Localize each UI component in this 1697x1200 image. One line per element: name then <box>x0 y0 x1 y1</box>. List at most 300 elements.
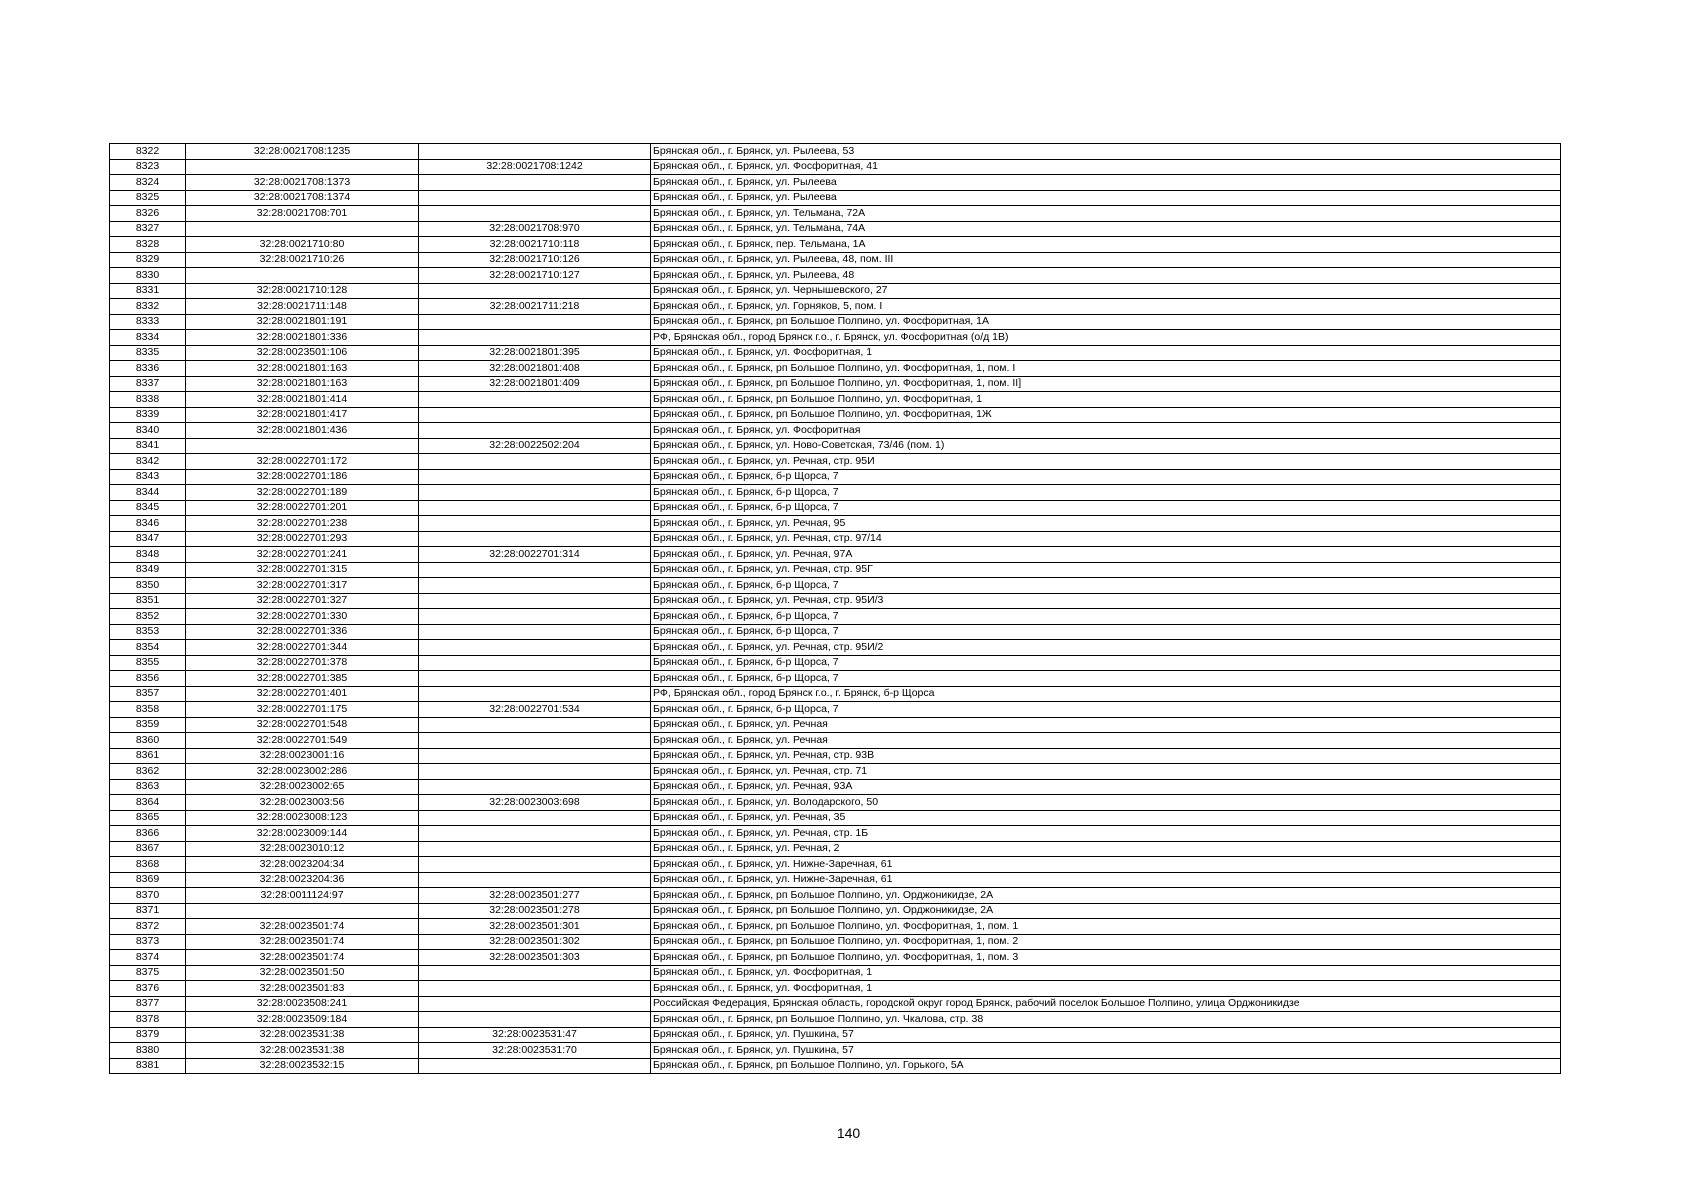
parent-cadastral-number-cell <box>419 516 651 532</box>
row-number-cell: 8360 <box>110 733 186 749</box>
parent-cadastral-number-cell <box>419 500 651 516</box>
address-cell: Брянская обл., г. Брянск, ул. Речная, 97А <box>651 547 1561 563</box>
parent-cadastral-number-cell <box>419 981 651 997</box>
row-number-cell: 8375 <box>110 965 186 981</box>
parent-cadastral-number-cell <box>419 779 651 795</box>
parent-cadastral-number-cell <box>419 671 651 687</box>
cadastral-number-cell: 32:28:0023509:184 <box>186 1012 419 1028</box>
parent-cadastral-number-cell <box>419 330 651 346</box>
parent-cadastral-number-cell <box>419 733 651 749</box>
address-cell: Брянская обл., г. Брянск, рп Большое Полпино, ул. Фосфоритная, 1, пом. 2 <box>651 934 1561 950</box>
parent-cadastral-number-cell <box>419 640 651 656</box>
table-row <box>110 376 1561 392</box>
row-number-cell: 8355 <box>110 655 186 671</box>
cadastral-number-cell: 32:28:0021801:191 <box>186 314 419 330</box>
page-number: 140 <box>836 1125 861 1141</box>
table-row <box>110 686 1561 702</box>
row-number-cell: 8366 <box>110 826 186 842</box>
cadastral-number-cell: 32:28:0022701:401 <box>186 686 419 702</box>
address-cell: РФ, Брянская обл., город Брянск г.о., г. Брянск, б-р Щорса <box>651 686 1561 702</box>
address-cell: Брянская обл., г. Брянск, ул. Речная, стр. 93В <box>651 748 1561 764</box>
address-cell: Брянская обл., г. Брянск, ул. Фосфоритная, 1 <box>651 965 1561 981</box>
address-cell: Брянская обл., г. Брянск, б-р Щорса, 7 <box>651 671 1561 687</box>
row-number-cell: 8348 <box>110 547 186 563</box>
table-row <box>110 547 1561 563</box>
address-cell: Брянская обл., г. Брянск, рп Большое Полпино, ул. Фосфоритная, 1, пом. II] <box>651 376 1561 392</box>
cadastral-number-cell <box>186 438 419 454</box>
cadastral-number-cell: 32:28:0023002:65 <box>186 779 419 795</box>
table-row <box>110 454 1561 470</box>
row-number-cell: 8354 <box>110 640 186 656</box>
row-number-cell: 8331 <box>110 283 186 299</box>
table-row <box>110 671 1561 687</box>
row-number-cell: 8378 <box>110 1012 186 1028</box>
cadastral-number-cell: 32:28:0022701:317 <box>186 578 419 594</box>
table-row <box>110 717 1561 733</box>
address-cell: Брянская обл., г. Брянск, ул. Горняков, 5, пом. I <box>651 299 1561 315</box>
cadastral-number-cell: 32:28:0022701:241 <box>186 547 419 563</box>
address-cell: Брянская обл., г. Брянск, ул. Речная, стр. 95И/2 <box>651 640 1561 656</box>
address-cell: Брянская обл., г. Брянск, ул. Тельмана, 74А <box>651 221 1561 237</box>
row-number-cell: 8344 <box>110 485 186 501</box>
address-cell: Брянская обл., г. Брянск, ул. Ново-Советская, 73/46 (пом. 1) <box>651 438 1561 454</box>
table-row <box>110 237 1561 253</box>
parent-cadastral-number-cell: 32:28:0023003:698 <box>419 795 651 811</box>
parent-cadastral-number-cell: 32:28:0021708:970 <box>419 221 651 237</box>
address-cell: Брянская обл., г. Брянск, ул. Нижне-Заречная, 61 <box>651 872 1561 888</box>
address-cell: Брянская обл., г. Брянск, ул. Фосфоритная, 41 <box>651 159 1561 175</box>
table-row <box>110 888 1561 904</box>
table-row <box>110 485 1561 501</box>
table-row <box>110 810 1561 826</box>
row-number-cell: 8368 <box>110 857 186 873</box>
parent-cadastral-number-cell <box>419 826 651 842</box>
address-cell: Брянская обл., г. Брянск, ул. Фосфоритная, 1 <box>651 981 1561 997</box>
table-row <box>110 733 1561 749</box>
parent-cadastral-number-cell <box>419 175 651 191</box>
row-number-cell: 8372 <box>110 919 186 935</box>
cadastral-number-cell: 32:28:0022701:330 <box>186 609 419 625</box>
row-number-cell: 8356 <box>110 671 186 687</box>
cadastral-number-cell: 32:28:0022701:385 <box>186 671 419 687</box>
address-cell: Брянская обл., г. Брянск, ул. Тельмана, 72А <box>651 206 1561 222</box>
address-cell: Брянская обл., г. Брянск, ул. Речная <box>651 733 1561 749</box>
table-row <box>110 500 1561 516</box>
parent-cadastral-number-cell <box>419 485 651 501</box>
row-number-cell: 8326 <box>110 206 186 222</box>
cadastral-number-cell: 32:28:0021710:26 <box>186 252 419 268</box>
address-cell: Брянская обл., г. Брянск, ул. Нижне-Заречная, 61 <box>651 857 1561 873</box>
address-cell: Брянская обл., г. Брянск, б-р Щорса, 7 <box>651 500 1561 516</box>
cadastral-number-cell: 32:28:0023501:106 <box>186 345 419 361</box>
row-number-cell: 8353 <box>110 624 186 640</box>
table-row <box>110 283 1561 299</box>
table-row <box>110 640 1561 656</box>
row-number-cell: 8335 <box>110 345 186 361</box>
table-row <box>110 144 1561 160</box>
address-cell: Брянская обл., г. Брянск, рп Большое Полпино, ул. Горького, 5А <box>651 1058 1561 1074</box>
row-number-cell: 8324 <box>110 175 186 191</box>
address-cell: Брянская обл., г. Брянск, ул. Речная, 35 <box>651 810 1561 826</box>
address-cell: Брянская обл., г. Брянск, рп Большое Полпино, ул. Фосфоритная, 1, пом. 1 <box>651 919 1561 935</box>
parent-cadastral-number-cell: 32:28:0023531:47 <box>419 1027 651 1043</box>
cadastral-number-cell: 32:28:0022701:344 <box>186 640 419 656</box>
table-row <box>110 764 1561 780</box>
address-cell: Брянская обл., г. Брянск, ул. Рылеева, 48 <box>651 268 1561 284</box>
row-number-cell: 8380 <box>110 1043 186 1059</box>
row-number-cell: 8334 <box>110 330 186 346</box>
cadastral-number-cell: 32:28:0021801:336 <box>186 330 419 346</box>
address-cell: Брянская обл., г. Брянск, ул. Пушкина, 57 <box>651 1027 1561 1043</box>
address-cell: Брянская обл., г. Брянск, б-р Щорса, 7 <box>651 655 1561 671</box>
row-number-cell: 8352 <box>110 609 186 625</box>
table-row <box>110 903 1561 919</box>
row-number-cell: 8359 <box>110 717 186 733</box>
row-number-cell: 8343 <box>110 469 186 485</box>
address-cell: Брянская обл., г. Брянск, пер. Тельмана, 1А <box>651 237 1561 253</box>
address-cell: Брянская обл., г. Брянск, ул. Речная, стр. 95Г <box>651 562 1561 578</box>
cadastral-number-cell: 32:28:0023010:12 <box>186 841 419 857</box>
row-number-cell: 8325 <box>110 190 186 206</box>
table-row <box>110 1058 1561 1074</box>
table-row <box>110 206 1561 222</box>
parent-cadastral-number-cell <box>419 531 651 547</box>
cadastral-number-cell: 32:28:0021801:163 <box>186 361 419 377</box>
parent-cadastral-number-cell: 32:28:0021710:127 <box>419 268 651 284</box>
cadastral-number-cell: 32:28:0022701:378 <box>186 655 419 671</box>
cadastral-number-cell: 32:28:0023204:36 <box>186 872 419 888</box>
table-row <box>110 407 1561 423</box>
row-number-cell: 8364 <box>110 795 186 811</box>
address-cell: Брянская обл., г. Брянск, рп Большое Полпино, ул. Чкалова, стр. 38 <box>651 1012 1561 1028</box>
row-number-cell: 8371 <box>110 903 186 919</box>
cadastral-number-cell: 32:28:0023002:286 <box>186 764 419 780</box>
parent-cadastral-number-cell <box>419 578 651 594</box>
address-cell: РФ, Брянская обл., город Брянск г.о., г. Брянск, ул. Фосфоритная (о/д 1В) <box>651 330 1561 346</box>
table-row <box>110 299 1561 315</box>
table-row <box>110 609 1561 625</box>
parent-cadastral-number-cell <box>419 407 651 423</box>
row-number-cell: 8362 <box>110 764 186 780</box>
parent-cadastral-number-cell <box>419 810 651 826</box>
address-cell: Брянская обл., г. Брянск, б-р Щорса, 7 <box>651 624 1561 640</box>
address-cell: Брянская обл., г. Брянск, ул. Речная, стр. 1Б <box>651 826 1561 842</box>
parent-cadastral-number-cell <box>419 764 651 780</box>
cadastral-number-cell: 32:28:0022701:548 <box>186 717 419 733</box>
cadastral-number-cell: 32:28:0023532:15 <box>186 1058 419 1074</box>
table-row <box>110 252 1561 268</box>
address-cell: Брянская обл., г. Брянск, ул. Речная, стр. 95И/3 <box>651 593 1561 609</box>
cadastral-number-cell: 32:28:0021708:1235 <box>186 144 419 160</box>
row-number-cell: 8341 <box>110 438 186 454</box>
cadastral-number-cell: 32:28:0023508:241 <box>186 996 419 1012</box>
cadastral-number-cell: 32:28:0021708:1373 <box>186 175 419 191</box>
address-cell: Брянская обл., г. Брянск, ул. Рылеева <box>651 190 1561 206</box>
parent-cadastral-number-cell <box>419 1012 651 1028</box>
row-number-cell: 8373 <box>110 934 186 950</box>
address-cell: Брянская обл., г. Брянск, б-р Щорса, 7 <box>651 485 1561 501</box>
table-row <box>110 190 1561 206</box>
parent-cadastral-number-cell <box>419 857 651 873</box>
address-cell: Брянская обл., г. Брянск, ул. Речная <box>651 717 1561 733</box>
address-cell: Брянская обл., г. Брянск, рп Большое Полпино, ул. Орджоникидзе, 2А <box>651 903 1561 919</box>
parent-cadastral-number-cell: 32:28:0023501:301 <box>419 919 651 935</box>
address-cell: Брянская обл., г. Брянск, б-р Щорса, 7 <box>651 578 1561 594</box>
parent-cadastral-number-cell: 32:28:0021710:126 <box>419 252 651 268</box>
table-row <box>110 175 1561 191</box>
cadastral-number-cell: 32:28:0023003:56 <box>186 795 419 811</box>
table-row <box>110 361 1561 377</box>
parent-cadastral-number-cell: 32:28:0021708:1242 <box>419 159 651 175</box>
cadastral-number-cell: 32:28:0022701:336 <box>186 624 419 640</box>
parent-cadastral-number-cell: 32:28:0021710:118 <box>419 237 651 253</box>
table-row <box>110 795 1561 811</box>
table-row <box>110 950 1561 966</box>
parent-cadastral-number-cell <box>419 469 651 485</box>
parent-cadastral-number-cell <box>419 748 651 764</box>
table-row <box>110 996 1561 1012</box>
table-row <box>110 392 1561 408</box>
row-number-cell: 8369 <box>110 872 186 888</box>
row-number-cell: 8350 <box>110 578 186 594</box>
address-cell: Брянская обл., г. Брянск, ул. Володарского, 50 <box>651 795 1561 811</box>
parent-cadastral-number-cell <box>419 872 651 888</box>
parent-cadastral-number-cell <box>419 624 651 640</box>
parent-cadastral-number-cell: 32:28:0021711:218 <box>419 299 651 315</box>
address-cell: Брянская обл., г. Брянск, рп Большое Полпино, ул. Орджоникидзе, 2А <box>651 888 1561 904</box>
cadastral-number-cell: 32:28:0022701:186 <box>186 469 419 485</box>
cadastral-number-cell: 32:28:0022701:238 <box>186 516 419 532</box>
table-row <box>110 438 1561 454</box>
cadastral-number-cell: 32:28:0023001:16 <box>186 748 419 764</box>
address-cell: Брянская обл., г. Брянск, ул. Рылеева, 53 <box>651 144 1561 160</box>
address-cell: Брянская обл., г. Брянск, ул. Речная, 95 <box>651 516 1561 532</box>
row-number-cell: 8347 <box>110 531 186 547</box>
parent-cadastral-number-cell: 32:28:0021801:395 <box>419 345 651 361</box>
row-number-cell: 8345 <box>110 500 186 516</box>
parent-cadastral-number-cell <box>419 996 651 1012</box>
cadastral-number-cell: 32:28:0022701:201 <box>186 500 419 516</box>
address-cell: Брянская обл., г. Брянск, ул. Речная, стр. 71 <box>651 764 1561 780</box>
parent-cadastral-number-cell <box>419 314 651 330</box>
table-row <box>110 221 1561 237</box>
parent-cadastral-number-cell: 32:28:0023531:70 <box>419 1043 651 1059</box>
address-cell: Брянская обл., г. Брянск, ул. Речная, 93А <box>651 779 1561 795</box>
cadastral-number-cell: 32:28:0023204:34 <box>186 857 419 873</box>
row-number-cell: 8338 <box>110 392 186 408</box>
table-row <box>110 469 1561 485</box>
row-number-cell: 8365 <box>110 810 186 826</box>
cadastral-number-cell <box>186 268 419 284</box>
parent-cadastral-number-cell <box>419 1058 651 1074</box>
table-row <box>110 562 1561 578</box>
table-row <box>110 268 1561 284</box>
cadastral-number-cell: 32:28:0021801:163 <box>186 376 419 392</box>
row-number-cell: 8342 <box>110 454 186 470</box>
row-number-cell: 8376 <box>110 981 186 997</box>
cadastral-number-cell: 32:28:0022701:549 <box>186 733 419 749</box>
table-row <box>110 330 1561 346</box>
cadastral-number-cell: 32:28:0021710:128 <box>186 283 419 299</box>
table-row <box>110 872 1561 888</box>
parent-cadastral-number-cell <box>419 423 651 439</box>
cadastral-number-cell: 32:28:0022701:315 <box>186 562 419 578</box>
parent-cadastral-number-cell <box>419 190 651 206</box>
cadastral-number-cell: 32:28:0021801:436 <box>186 423 419 439</box>
cadastral-number-cell: 32:28:0023009:144 <box>186 826 419 842</box>
row-number-cell: 8351 <box>110 593 186 609</box>
table-row <box>110 841 1561 857</box>
cadastral-number-cell: 32:28:0021708:1374 <box>186 190 419 206</box>
row-number-cell: 8363 <box>110 779 186 795</box>
address-cell: Брянская обл., г. Брянск, б-р Щорса, 7 <box>651 702 1561 718</box>
row-number-cell: 8358 <box>110 702 186 718</box>
row-number-cell: 8370 <box>110 888 186 904</box>
address-cell: Брянская обл., г. Брянск, ул. Фосфоритная, 1 <box>651 345 1561 361</box>
row-number-cell: 8322 <box>110 144 186 160</box>
cadastral-table <box>109 143 1561 1074</box>
table-row <box>110 965 1561 981</box>
table-row <box>110 981 1561 997</box>
parent-cadastral-number-cell: 32:28:0023501:277 <box>419 888 651 904</box>
cadastral-number-cell: 32:28:0022701:172 <box>186 454 419 470</box>
cadastral-number-cell: 32:28:0021801:417 <box>186 407 419 423</box>
cadastral-number-cell <box>186 903 419 919</box>
table-row <box>110 1012 1561 1028</box>
table-row <box>110 826 1561 842</box>
parent-cadastral-number-cell <box>419 686 651 702</box>
table-body <box>110 144 1561 1074</box>
address-cell: Брянская обл., г. Брянск, рп Большое Полпино, ул. Фосфоритная, 1 <box>651 392 1561 408</box>
parent-cadastral-number-cell: 32:28:0021801:408 <box>419 361 651 377</box>
address-cell: Брянская обл., г. Брянск, ул. Чернышевского, 27 <box>651 283 1561 299</box>
row-number-cell: 8323 <box>110 159 186 175</box>
cadastral-number-cell: 32:28:0023501:83 <box>186 981 419 997</box>
row-number-cell: 8381 <box>110 1058 186 1074</box>
row-number-cell: 8329 <box>110 252 186 268</box>
address-cell: Российская Федерация, Брянская область, городской округ город Брянск, рабочий поселок Большое Полпино, улица Орджоникидзе <box>651 996 1561 1012</box>
row-number-cell: 8330 <box>110 268 186 284</box>
address-cell: Брянская обл., г. Брянск, ул. Рылеева <box>651 175 1561 191</box>
parent-cadastral-number-cell: 32:28:0022701:534 <box>419 702 651 718</box>
address-cell: Брянская обл., г. Брянск, ул. Речная, 2 <box>651 841 1561 857</box>
parent-cadastral-number-cell <box>419 965 651 981</box>
row-number-cell: 8367 <box>110 841 186 857</box>
table-row <box>110 1043 1561 1059</box>
parent-cadastral-number-cell: 32:28:0023501:302 <box>419 934 651 950</box>
row-number-cell: 8328 <box>110 237 186 253</box>
row-number-cell: 8327 <box>110 221 186 237</box>
table-row <box>110 655 1561 671</box>
table-row <box>110 624 1561 640</box>
cadastral-number-cell: 32:28:0023501:74 <box>186 950 419 966</box>
cadastral-number-cell: 32:28:0022701:293 <box>186 531 419 547</box>
cadastral-number-cell: 32:28:0022701:175 <box>186 702 419 718</box>
parent-cadastral-number-cell <box>419 454 651 470</box>
cadastral-number-cell: 32:28:0023501:50 <box>186 965 419 981</box>
table-row <box>110 593 1561 609</box>
table-row <box>110 779 1561 795</box>
table-row <box>110 159 1561 175</box>
table-row <box>110 748 1561 764</box>
parent-cadastral-number-cell: 32:28:0022701:314 <box>419 547 651 563</box>
table-row <box>110 702 1561 718</box>
row-number-cell: 8361 <box>110 748 186 764</box>
parent-cadastral-number-cell: 32:28:0021801:409 <box>419 376 651 392</box>
parent-cadastral-number-cell: 32:28:0023501:278 <box>419 903 651 919</box>
parent-cadastral-number-cell <box>419 609 651 625</box>
table-row <box>110 1027 1561 1043</box>
cadastral-number-cell: 32:28:0022701:327 <box>186 593 419 609</box>
address-cell: Брянская обл., г. Брянск, ул. Рылеева, 48, пом. III <box>651 252 1561 268</box>
row-number-cell: 8374 <box>110 950 186 966</box>
row-number-cell: 8336 <box>110 361 186 377</box>
parent-cadastral-number-cell: 32:28:0022502:204 <box>419 438 651 454</box>
row-number-cell: 8379 <box>110 1027 186 1043</box>
row-number-cell: 8346 <box>110 516 186 532</box>
row-number-cell: 8332 <box>110 299 186 315</box>
cadastral-number-cell: 32:28:0023008:123 <box>186 810 419 826</box>
parent-cadastral-number-cell <box>419 655 651 671</box>
row-number-cell: 8337 <box>110 376 186 392</box>
row-number-cell: 8339 <box>110 407 186 423</box>
cadastral-number-cell: 32:28:0023501:74 <box>186 919 419 935</box>
table-row <box>110 857 1561 873</box>
cadastral-number-cell: 32:28:0021708:701 <box>186 206 419 222</box>
parent-cadastral-number-cell <box>419 283 651 299</box>
row-number-cell: 8340 <box>110 423 186 439</box>
cadastral-number-cell: 32:28:0022701:189 <box>186 485 419 501</box>
cadastral-number-cell: 32:28:0021801:414 <box>186 392 419 408</box>
cadastral-number-cell: 32:28:0023531:38 <box>186 1027 419 1043</box>
address-cell: Брянская обл., г. Брянск, рп Большое Полпино, ул. Фосфоритная, 1, пом. 3 <box>651 950 1561 966</box>
table-row <box>110 345 1561 361</box>
parent-cadastral-number-cell <box>419 717 651 733</box>
address-cell: Брянская обл., г. Брянск, ул. Речная, стр. 97/14 <box>651 531 1561 547</box>
cadastral-number-cell: 32:28:0021710:80 <box>186 237 419 253</box>
parent-cadastral-number-cell <box>419 206 651 222</box>
row-number-cell: 8377 <box>110 996 186 1012</box>
cadastral-number-cell: 32:28:0023501:74 <box>186 934 419 950</box>
row-number-cell: 8349 <box>110 562 186 578</box>
table-row <box>110 578 1561 594</box>
parent-cadastral-number-cell <box>419 392 651 408</box>
address-cell: Брянская обл., г. Брянск, б-р Щорса, 7 <box>651 609 1561 625</box>
address-cell: Брянская обл., г. Брянск, ул. Речная, стр. 95И <box>651 454 1561 470</box>
cadastral-number-cell: 32:28:0011124:97 <box>186 888 419 904</box>
parent-cadastral-number-cell: 32:28:0023501:303 <box>419 950 651 966</box>
parent-cadastral-number-cell <box>419 841 651 857</box>
parent-cadastral-number-cell <box>419 593 651 609</box>
table-row <box>110 531 1561 547</box>
table-row <box>110 919 1561 935</box>
address-cell: Брянская обл., г. Брянск, б-р Щорса, 7 <box>651 469 1561 485</box>
table-row <box>110 314 1561 330</box>
address-cell: Брянская обл., г. Брянск, рп Большое Полпино, ул. Фосфоритная, 1, пом. I <box>651 361 1561 377</box>
address-cell: Брянская обл., г. Брянск, рп Большое Полпино, ул. Фосфоритная, 1А <box>651 314 1561 330</box>
parent-cadastral-number-cell <box>419 562 651 578</box>
address-cell: Брянская обл., г. Брянск, рп Большое Полпино, ул. Фосфоритная, 1Ж <box>651 407 1561 423</box>
row-number-cell: 8357 <box>110 686 186 702</box>
address-cell: Брянская обл., г. Брянск, ул. Пушкина, 57 <box>651 1043 1561 1059</box>
cadastral-number-cell: 32:28:0021711:148 <box>186 299 419 315</box>
row-number-cell: 8333 <box>110 314 186 330</box>
cadastral-number-cell <box>186 159 419 175</box>
cadastral-number-cell <box>186 221 419 237</box>
table-row <box>110 423 1561 439</box>
table-row <box>110 516 1561 532</box>
address-cell: Брянская обл., г. Брянск, ул. Фосфоритная <box>651 423 1561 439</box>
